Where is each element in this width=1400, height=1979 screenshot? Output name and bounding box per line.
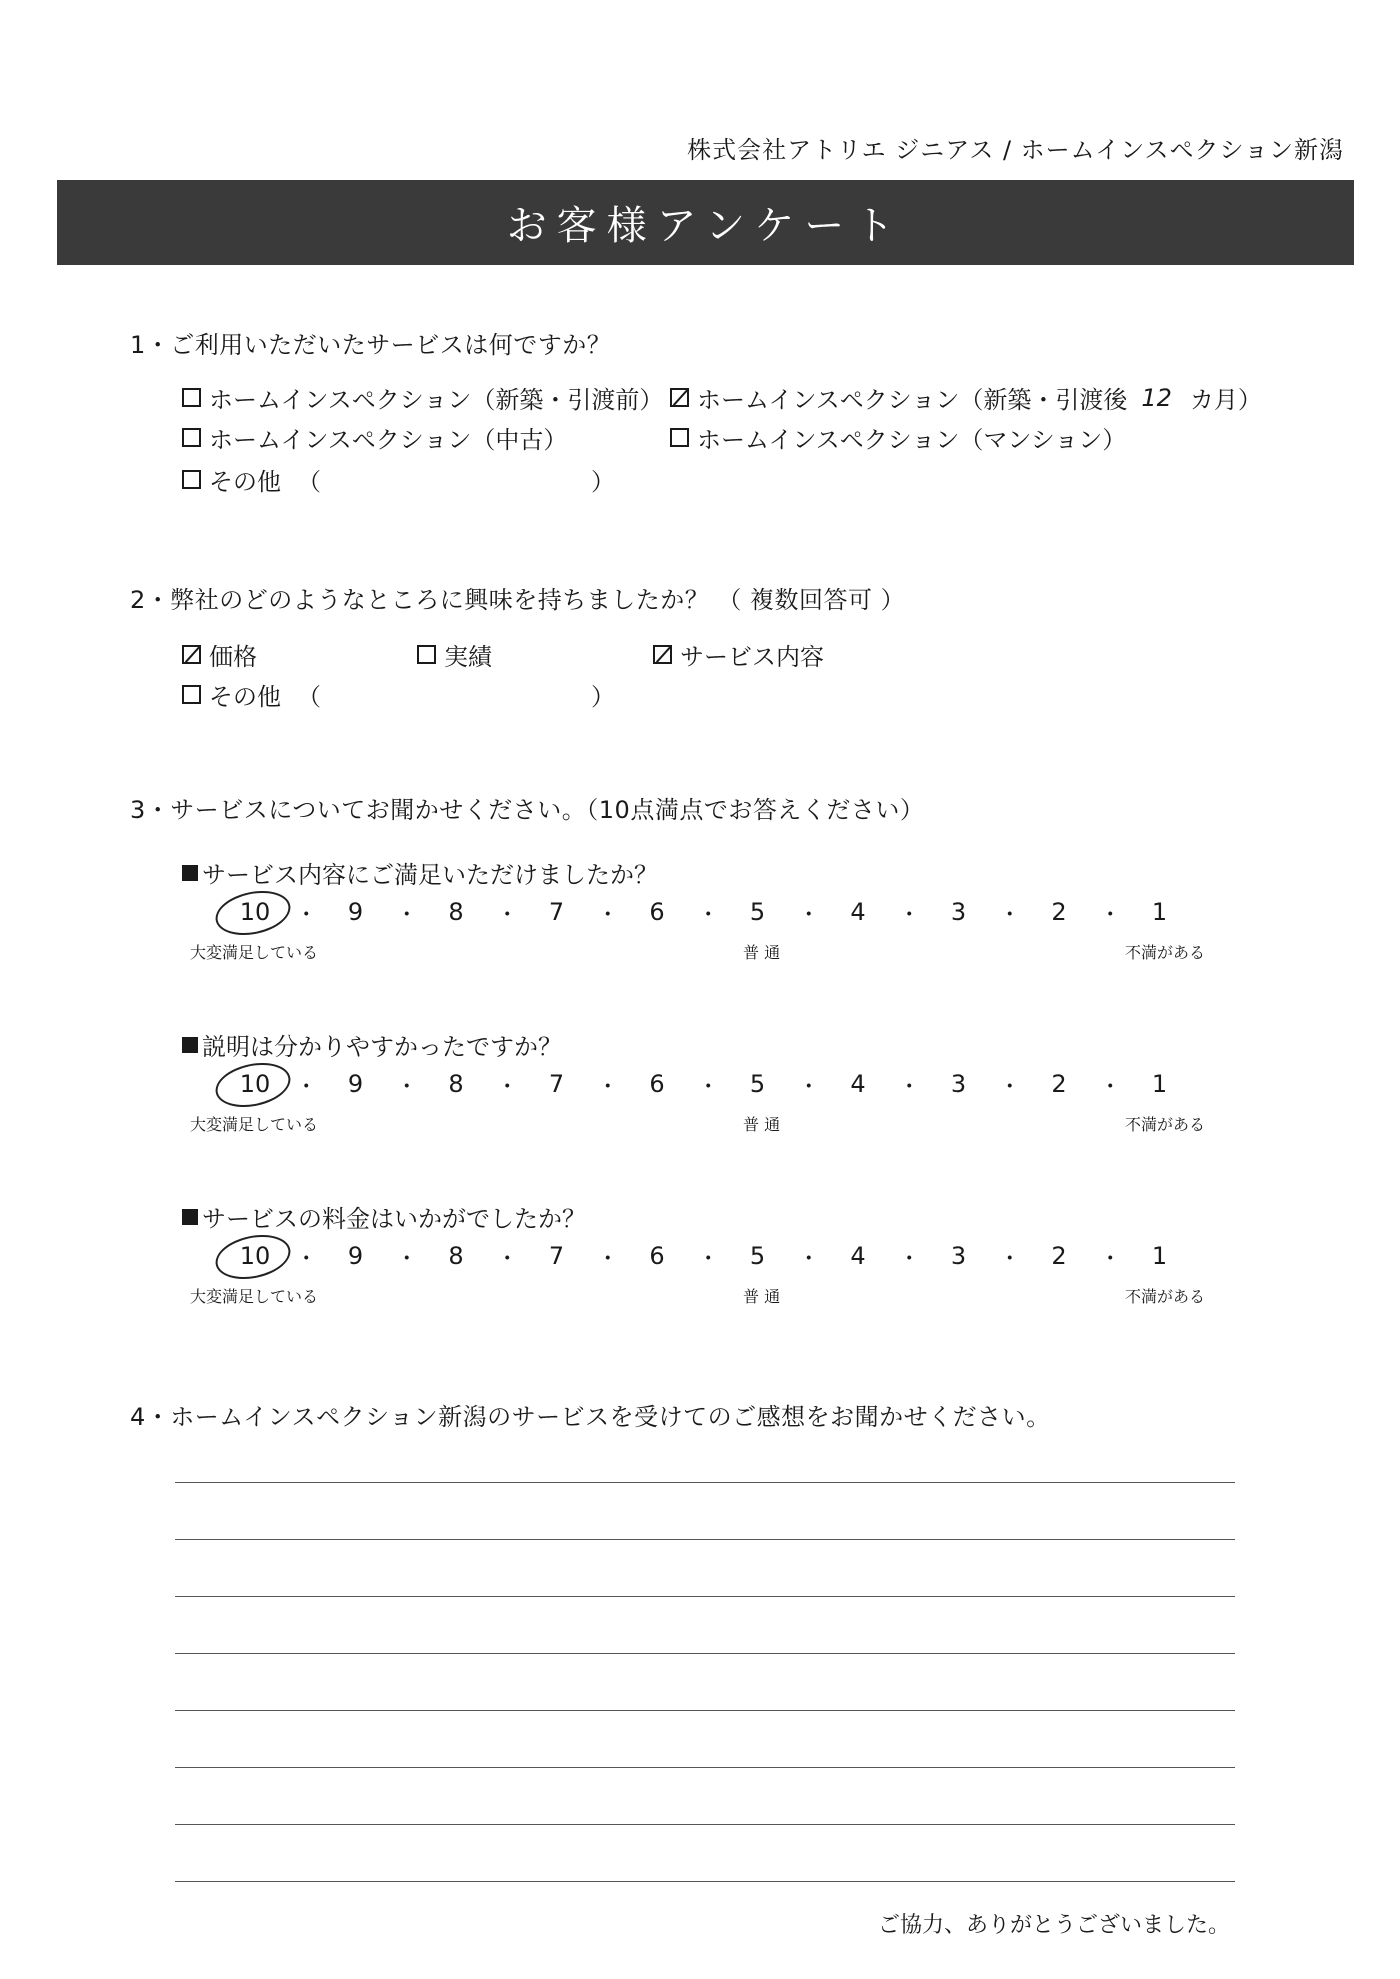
q1-option-other[interactable] — [182, 462, 615, 497]
q1-option-new-before[interactable] — [182, 380, 663, 415]
scale-separator: ・ — [596, 903, 619, 928]
scale-separator: ・ — [496, 1247, 519, 1272]
rating-option-2[interactable]: 2 — [1051, 1242, 1067, 1270]
rating-option-8[interactable]: 8 — [448, 1070, 464, 1098]
question-text: 説明は分かりやすかったですか？ — [202, 1033, 562, 1061]
answer-line[interactable] — [175, 1881, 1235, 1882]
checkbox[interactable] — [182, 685, 201, 704]
rating-option-1[interactable]: 1 — [1151, 898, 1168, 926]
label-neutral: 普 通 — [743, 1287, 781, 1306]
scale-separator: ・ — [898, 1075, 921, 1100]
rating-option-10[interactable]: 10 — [239, 1242, 271, 1270]
bullet-square-icon — [182, 1209, 198, 1225]
answer-line[interactable] — [175, 1710, 1235, 1711]
scale-separator: ・ — [797, 1247, 820, 1272]
question-text: サービス内容にご満足いただけましたか？ — [202, 861, 658, 889]
scale-separator: ・ — [496, 903, 519, 928]
rating-option-7[interactable]: 7 — [548, 898, 565, 926]
paren-close: ） — [591, 468, 615, 496]
rating-option-1[interactable]: 1 — [1151, 1070, 1168, 1098]
label-very-satisfied: 大変満足している — [190, 1115, 319, 1134]
rating-option-7[interactable]: 7 — [548, 1242, 565, 1270]
rating-option-4[interactable]: 4 — [850, 898, 866, 926]
rating-option-6[interactable]: 6 — [649, 1242, 665, 1270]
scale-separator: ・ — [395, 1075, 418, 1100]
q1-option-used[interactable] — [182, 420, 567, 455]
rating-option-1[interactable]: 1 — [1151, 1242, 1168, 1270]
q1-option-new-after[interactable] — [670, 380, 1262, 415]
rating-option-10[interactable]: 10 — [239, 898, 271, 926]
q1-title: 1・ご利用いただいたサービスは何ですか？ — [130, 331, 612, 359]
scale-separator: ・ — [898, 1247, 921, 1272]
rating-option-5[interactable]: 5 — [749, 1242, 766, 1270]
scale-separator: ・ — [295, 1247, 318, 1272]
rating-option-10[interactable]: 10 — [239, 1070, 271, 1098]
rating-option-5[interactable]: 5 — [749, 1070, 766, 1098]
rating-option-9[interactable]: 9 — [347, 898, 364, 926]
label-dissatisfied: 不満がある — [1125, 1115, 1206, 1134]
option-label: サービス内容 — [680, 643, 824, 671]
rating-option-2[interactable]: 2 — [1051, 898, 1067, 926]
rating-question-2 — [182, 1027, 562, 1062]
bullet-square-icon — [182, 1037, 198, 1053]
q1-option-mansion[interactable] — [670, 420, 1126, 455]
option-label: 価格 — [209, 643, 257, 671]
question-text: サービスの料金はいかがでしたか？ — [202, 1205, 586, 1233]
rating-option-6[interactable]: 6 — [649, 898, 665, 926]
answer-line[interactable] — [175, 1539, 1235, 1540]
bullet-square-icon — [182, 865, 198, 881]
title-banner — [57, 180, 1354, 265]
scale-separator: ・ — [1099, 1247, 1122, 1272]
checkbox[interactable] — [182, 470, 201, 489]
scale-separator: ・ — [596, 1247, 619, 1272]
answer-line[interactable] — [175, 1482, 1235, 1483]
paren-close: ） — [591, 683, 615, 711]
label-dissatisfied: 不満がある — [1125, 943, 1206, 962]
rating-option-7[interactable]: 7 — [548, 1070, 565, 1098]
rating-option-4[interactable]: 4 — [850, 1242, 866, 1270]
q4-title: 4・ホームインスペクション新潟のサービスを受けてのご感想をお聞かせください。 — [130, 1403, 1051, 1431]
rating-question-1 — [182, 855, 658, 890]
rating-option-8[interactable]: 8 — [448, 1242, 464, 1270]
answer-line[interactable] — [175, 1596, 1235, 1597]
selection-circle — [211, 885, 294, 942]
option-label: ホームインスペクション（中古） — [209, 426, 568, 454]
rating-option-3[interactable]: 3 — [950, 1242, 967, 1270]
scale-separator: ・ — [496, 1075, 519, 1100]
scale-separator: ・ — [797, 1075, 820, 1100]
checkbox[interactable] — [417, 645, 436, 664]
answer-line[interactable] — [175, 1824, 1235, 1825]
answer-line[interactable] — [175, 1653, 1235, 1654]
label-very-satisfied: 大変満足している — [190, 943, 319, 962]
option-label: その他 — [209, 683, 281, 711]
scale-separator: ・ — [697, 1075, 720, 1100]
scale-separator: ・ — [998, 903, 1021, 928]
rating-option-3[interactable]: 3 — [950, 898, 967, 926]
checkbox[interactable] — [182, 428, 201, 447]
months-handwritten: 12 — [1141, 383, 1172, 412]
rating-option-4[interactable]: 4 — [850, 1070, 866, 1098]
scale-separator: ・ — [697, 903, 720, 928]
checkbox-checked[interactable] — [653, 645, 672, 664]
scale-separator: ・ — [295, 1075, 318, 1100]
scale-separator: ・ — [898, 903, 921, 928]
scale-separator: ・ — [395, 1247, 418, 1272]
option-label: ホームインスペクション（マンション） — [697, 426, 1127, 454]
answer-line[interactable] — [175, 1767, 1235, 1768]
rating-option-6[interactable]: 6 — [649, 1070, 665, 1098]
scale-separator: ・ — [697, 1247, 720, 1272]
q2-option-other[interactable] — [182, 677, 615, 712]
option-label: その他 — [209, 468, 281, 496]
rating-option-3[interactable]: 3 — [950, 1070, 967, 1098]
checkbox[interactable] — [670, 428, 689, 447]
page-title: お客様アンケート — [506, 203, 905, 249]
scale-separator: ・ — [998, 1075, 1021, 1100]
rating-question-3 — [182, 1199, 586, 1234]
checkbox[interactable] — [182, 388, 201, 407]
scale-separator: ・ — [295, 903, 318, 928]
q2-title: 2・弊社のどのようなところに興味を持ちましたか？ （ 複数回答可 ） — [130, 586, 906, 614]
label-neutral: 普 通 — [743, 1115, 781, 1134]
paren-open: （ — [297, 468, 321, 496]
option-suffix: カ月） — [1189, 386, 1262, 414]
label-very-satisfied: 大変満足している — [190, 1287, 319, 1306]
scale-separator: ・ — [1099, 1075, 1122, 1100]
q2-option-price[interactable] — [182, 637, 257, 672]
q3-title: 3・サービスについてお聞かせください。（10点満点でお答えください） — [130, 796, 925, 824]
selection-circle — [211, 1057, 294, 1114]
rating-option-9[interactable]: 9 — [347, 1070, 364, 1098]
checkbox-checked[interactable] — [182, 645, 201, 664]
scale-separator: ・ — [596, 1075, 619, 1100]
scale-separator: ・ — [998, 1247, 1021, 1272]
q2-option-results[interactable] — [417, 637, 492, 672]
rating-option-9[interactable]: 9 — [347, 1242, 364, 1270]
paren-open: （ — [297, 683, 321, 711]
option-label: ホームインスペクション（新築・引渡前） — [209, 386, 664, 414]
label-neutral: 普 通 — [743, 943, 781, 962]
q2-option-service[interactable] — [653, 637, 824, 672]
option-label: ホームインスペクション（新築・引渡後 — [697, 386, 1128, 414]
scale-separator: ・ — [395, 903, 418, 928]
rating-option-8[interactable]: 8 — [448, 898, 464, 926]
scale-separator: ・ — [797, 903, 820, 928]
label-dissatisfied: 不満がある — [1125, 1287, 1206, 1306]
company-name: 株式会社アトリエ ジニアス / ホームインスペクション新潟 — [687, 136, 1344, 164]
rating-option-2[interactable]: 2 — [1051, 1070, 1067, 1098]
rating-option-5[interactable]: 5 — [749, 898, 766, 926]
checkbox-checked[interactable] — [670, 388, 689, 407]
selection-circle — [211, 1229, 294, 1286]
scale-separator: ・ — [1099, 903, 1122, 928]
option-label: 実績 — [444, 643, 492, 671]
thanks-message: ご協力、ありがとうございました。 — [877, 1913, 1230, 1938]
